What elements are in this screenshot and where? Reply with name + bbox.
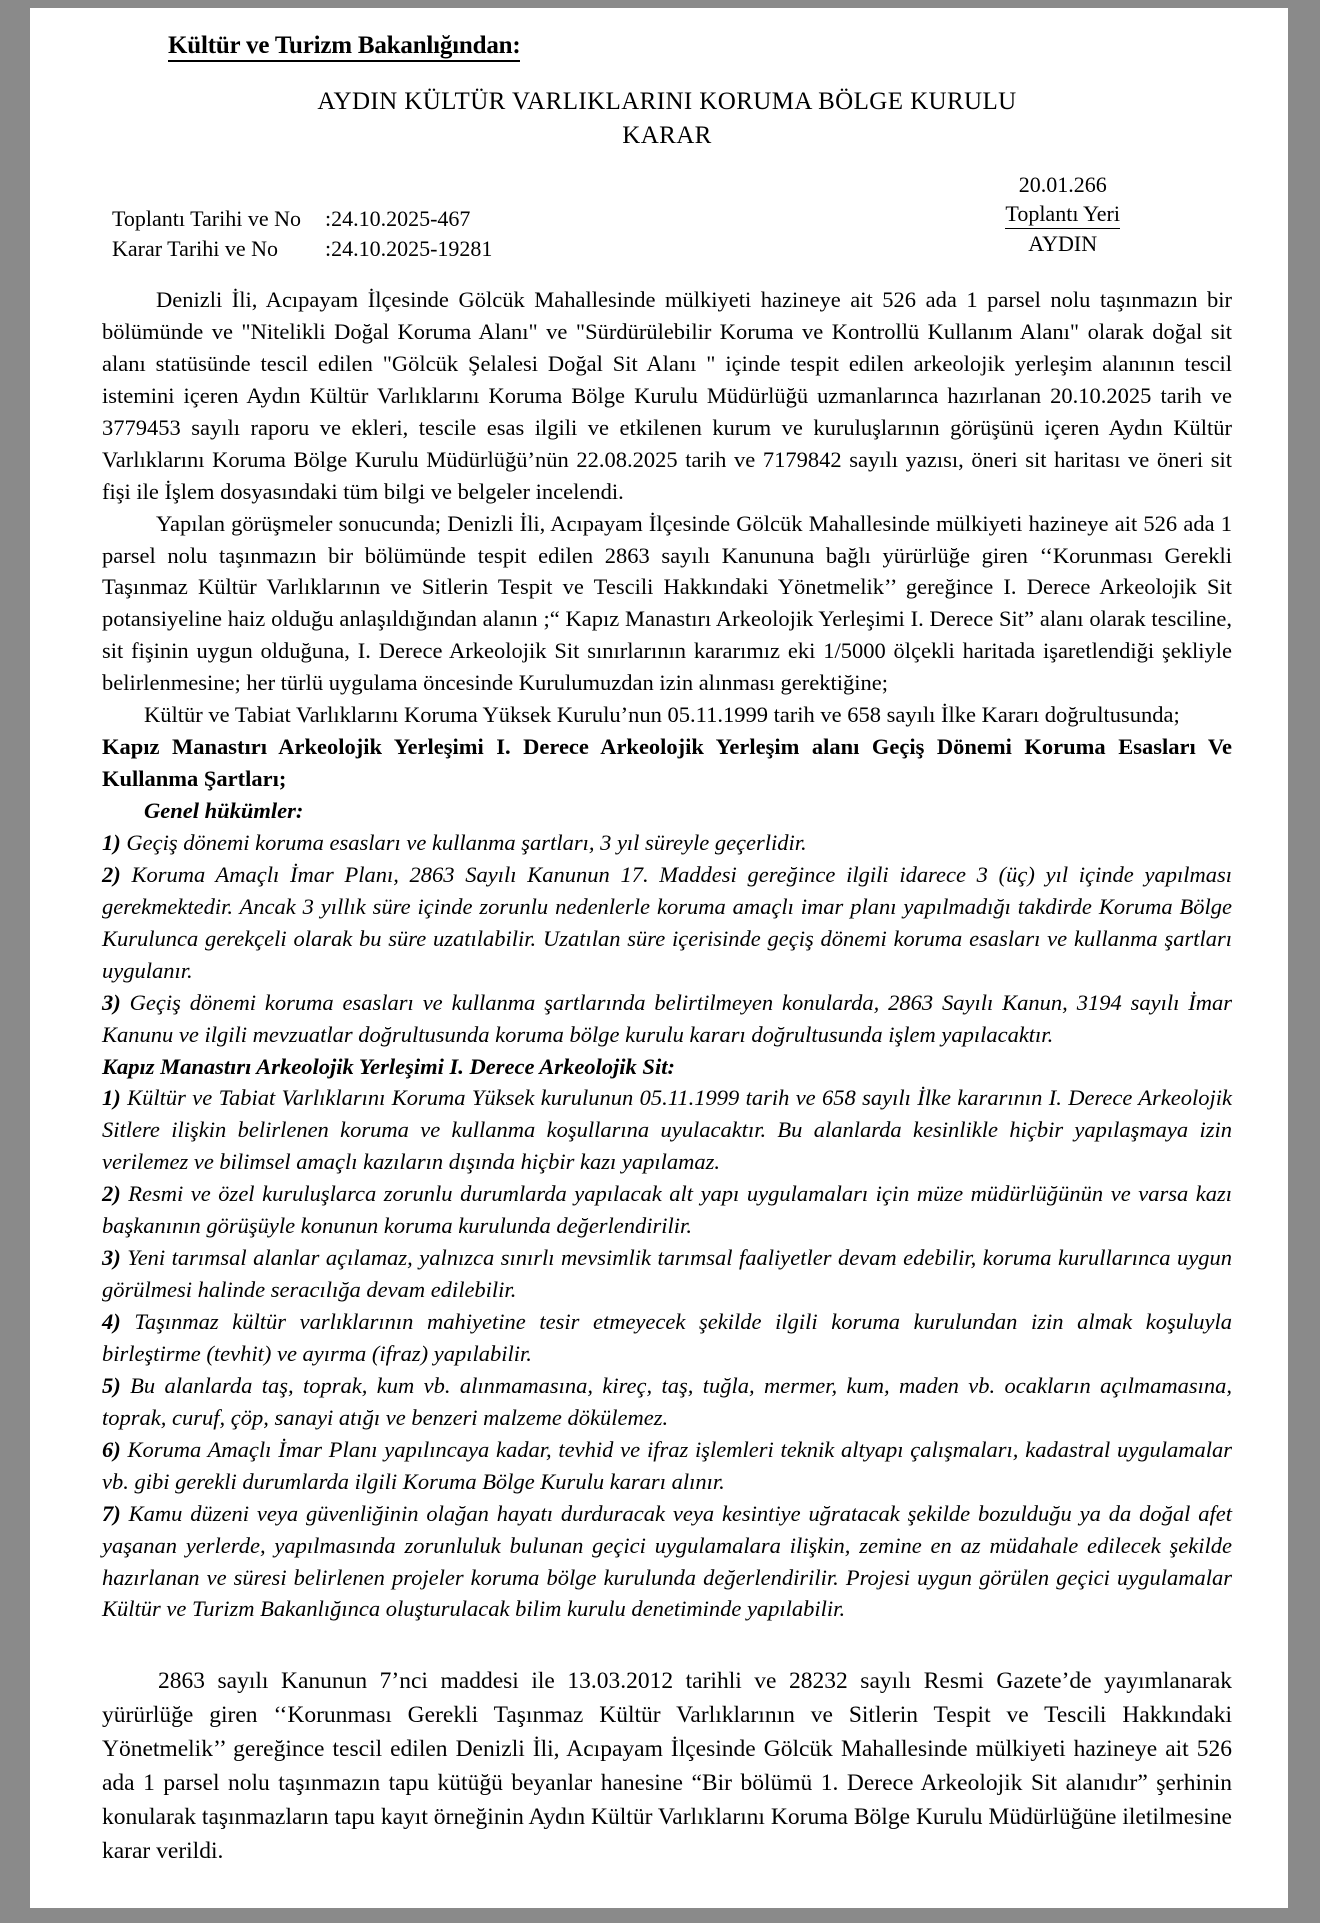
paragraph-decision: Yapılan görüşmeler sonucunda; Denizli İli, Acıpayam İlçesinde Gölcük Mahallesinde mülkiyeti hazineye ait 526 ada 1 parsel nolu taşınmazın bir bölümünde tespit edilen 2863 sayılı Kanununa bağlı yürürlüğe giren ‘‘Korunması Gerekli Taşınmaz Kültür Varlıklarının ve Sitlerin Tespit ve Tescili Hakkındaki Yönetmelik’’ gereğince I. Derece Arkeolojik Sit potansiyeline haiz olduğu anlaşıldığından alanın ;“ Kapız Manastırı Arkeolojik Yerleşimi I. Derece Sit” alanı olarak tesciline, sit fişinin uygun olduğuna, I. Derece Arkeolojik Sit sınırlarının kararımız eki 1/5000 ölçekli haritada işaretlendiği şekliyle belirlenmesine; her türlü uygulama öncesinde Kurulumuzdan izin alınması gerektiğine; [102, 510, 1232, 696]
meta-right-column [1005, 170, 1120, 258]
site-item-text: Koruma Amaçlı İmar Planı yapılıncaya kadar, tevhid ve ifraz işlemleri teknik altyapı çalışmaları, kadastral uygulamalar vb. gibi gerekli durumlarda ilgili Koruma Bölge Kurulu kararı alınır. [102, 1436, 1232, 1494]
decision-label: Karar Tarihi ve No [112, 236, 279, 262]
meta-block [102, 172, 1232, 268]
site-item [102, 1306, 1232, 1370]
ministry-heading-text: Kültür ve Turizm Bakanlığından: [168, 32, 520, 62]
ministry-heading [168, 32, 1232, 60]
site-item [102, 1434, 1232, 1498]
site-item-number: 6) [102, 1436, 121, 1462]
file-number: 20.01.266 [1018, 172, 1107, 197]
site-item [102, 1242, 1232, 1306]
site-item-number: 3) [102, 1245, 121, 1271]
meeting-place-value: AYDIN [1028, 231, 1098, 257]
general-item-text: Geçiş dönemi koruma esasları ve kullanma şartları, 3 yıl süreyle geçerlidir. [120, 829, 807, 855]
paragraph-intro: Denizli İli, Acıpayam İlçesinde Gölcük Mahallesinde mülkiyeti hazineye ait 526 ada 1 parsel nolu taşınmazın bir bölümünde ve "Nitelikli Doğal Koruma Alanı" ve "Sürdürülebilir Koruma ve Kontrollü Kullanım Alanı" olarak doğal sit alanı statüsünde tescil edilen "Gölcük Şelalesi Doğal Sit Alanı " içinde tespit edilen arkeolojik yerleşim alanının tescil istemini içeren Aydın Kültür Varlıklarını Koruma Bölge Kurulu Müdürlüğü uzmanlarınca hazırlanan 20.10.2025 tarih ve 3779453 sayılı raporu ve ekleri, tescile esas ilgili ve etkilenen kurum ve kuruluşlarının görüşünü içeren Aydın Kültür Varlıklarını Koruma Bölge Kurulu Müdürlüğü’nün 22.08.2025 tarih ve 7179842 sayılı yazısı, öneri sit haritası ve öneri sit fişi ile İşlem dosyasındaki tüm bilgi ve belgeler incelendi. [102, 287, 1232, 504]
site-item [102, 1370, 1232, 1434]
general-item-number: 2) [102, 861, 121, 887]
site-item-text: Bu alanlarda taş, toprak, kum vb. alınmamasına, kireç, taş, tuğla, mermer, kum, maden vb. ocakların açılmamasına, toprak, curuf, çöp, sanayi atığı ve benzeri malzeme dökülemez. [102, 1372, 1232, 1430]
meeting-label: Toplantı Tarihi ve No [112, 206, 301, 231]
document-page [30, 8, 1288, 1908]
site-item-number: 5) [102, 1372, 121, 1398]
general-item [102, 859, 1232, 987]
meeting-value: :24.10.2025-467 [324, 206, 471, 231]
site-item-text: Taşınmaz kültür varlıklarının mahiyetine tesir etmeyecek şekilde ilgili koruma kurulundan izin almak koşuluyla birleştirme (tevhit) ve ayırma (ifraz) yapılabilir. [102, 1309, 1232, 1366]
site-item-text: Kamu düzeni veya güvenliğinin olağan hayatı durduracak veya kesintiye uğratacak şekilde bozulduğu ya da doğal afet yaşanan yerlerde, yapılmasında zorunluluk bulunan geçici uygulamalara ilişkin, zemine en az müdahale edilecek şekilde hazırlanan ve süresi belirlenen projeler koruma bölge kurulunda değerlendirilir. Projesi uygun görülen geçici uygulamalar Kültür ve Turizm Bakanlığınca oluşturulacak bilim kurulu denetiminde yapılabilir. [102, 1500, 1232, 1622]
final-paragraph: 2863 sayılı Kanunun 7’nci maddesi ile 13.03.2012 tarihli ve 28232 sayılı Resmi Gazete’de yayımlanarak yürürlüğe giren ‘‘Korunması Gerekli Taşınmaz Kültür Varlıklarının ve Sitlerin Tespit ve Tescili Hakkındaki Yönetmelik’’ gereğince tescil edilen Denizli İli, Acıpayam İlçesinde Gölcük Mahallesinde mülkiyeti hazineye ait 526 ada 1 parsel nolu taşınmazın tapu kütüğü beyanlar hanesine “Bir bölümü 1. Derece Arkeolojik Sit alanıdır” şerhinin konularak taşınmazların tapu kayıt örneğinin Aydın Kültür Varlıklarını Koruma Bölge Kurulu Müdürlüğüne iletilmesine karar verildi. [102, 1668, 1232, 1864]
site-item-number: 7) [102, 1500, 121, 1526]
heading-site-principles: Kapız Manastırı Arkeolojik Yerleşimi I. Derece Arkeolojik Sit: [102, 1053, 675, 1079]
decision-row [112, 234, 492, 264]
heading-general-provisions: Genel hükümler: [144, 798, 304, 823]
board-title: AYDIN KÜLTÜR VARLIKLARINI KORUMA BÖLGE KURULU [317, 88, 1017, 115]
site-item-number: 1) [102, 1085, 121, 1111]
site-item-text: Kültür ve Tabiat Varlıklarını Koruma Yüksek kurulunun 05.11.1999 tarih ve 658 sayılı İlke kararının I. Derece Arkeolojik Sitlere ilişkin belirlenen koruma ve kullanma koşullarına uyulacaktır. Bu alanlarda kesinlikle hiçbir yapılaşmaya izin verilemez ve bilimsel amaçlı kazıların dışında hiçbir kazı yapılamaz. [102, 1085, 1232, 1175]
site-item [102, 1498, 1232, 1626]
general-item [102, 827, 1232, 859]
site-item-text: Resmi ve özel kuruluşlarca zorunlu durumlarda yapılacak alt yapı uygulamaları için müze müdürlüğünün ve varsa kazı başkanının görüşüyle konunun koruma kurulunda değerlendirilir. [102, 1181, 1232, 1239]
site-item [102, 1178, 1232, 1242]
document-body [102, 284, 1232, 1625]
meeting-row [112, 204, 492, 234]
general-item-number: 1) [102, 829, 121, 855]
heading-transition-principles: Kapız Manastırı Arkeolojik Yerleşimi I. Derece Arkeolojik Yerleşim alanı Geçiş Dönemi Koruma Esasları Ve Kullanma Şartları; [102, 734, 1232, 792]
general-item-number: 3) [102, 989, 121, 1015]
general-item [102, 987, 1232, 1051]
general-item-text: Geçiş dönemi koruma esasları ve kullanma şartlarında belirtilmeyen konularda, 2863 Sayılı Kanun, 3194 sayılı İmar Kanunu ve ilgili mevzuatlar doğrultusunda koruma bölge kurulu kararı doğrultusunda işlem yapılacaktır. [102, 989, 1232, 1047]
site-item-number: 4) [102, 1309, 121, 1334]
paragraph-principle-reference: Kültür ve Tabiat Varlıklarını Koruma Yüksek Kurulu’nun 05.11.1999 tarih ve 658 sayılı İlke Kararı doğrultusunda; [144, 702, 1180, 728]
decision-word: KARAR [622, 122, 712, 149]
site-item-text: Yeni tarımsal alanlar açılamaz, yalnızca sınırlı mevsimlik tarımsal faaliyetler devam edebilir, koruma kurullarınca uygun görülmesi halinde seracılığa devam edilebilir. [102, 1245, 1232, 1303]
site-item-number: 2) [102, 1181, 121, 1207]
meta-left-column [112, 204, 492, 265]
site-item [102, 1082, 1232, 1178]
final-resolution [102, 1665, 1232, 1868]
meeting-place-label: Toplantı Yeri [1005, 199, 1120, 229]
decision-value: :24.10.2025-19281 [324, 236, 493, 262]
general-item-text: Koruma Amaçlı İmar Planı, 2863 Sayılı Kanunun 17. Maddesi gereğince ilgili idarece 3 (üç) yıl içinde yapılması gerekmektedir. Ancak 3 yıllık süre içinde zorunlu nedenlerle koruma amaçlı imar planı yapılmadığı takdirde Koruma Bölge Kurulunca gerekçeli olarak bu süre uzatılabilir. Uzatılan süre içerisinde geçiş dönemi koruma esasları ve kullanma şartları uygulanır. [102, 861, 1232, 983]
